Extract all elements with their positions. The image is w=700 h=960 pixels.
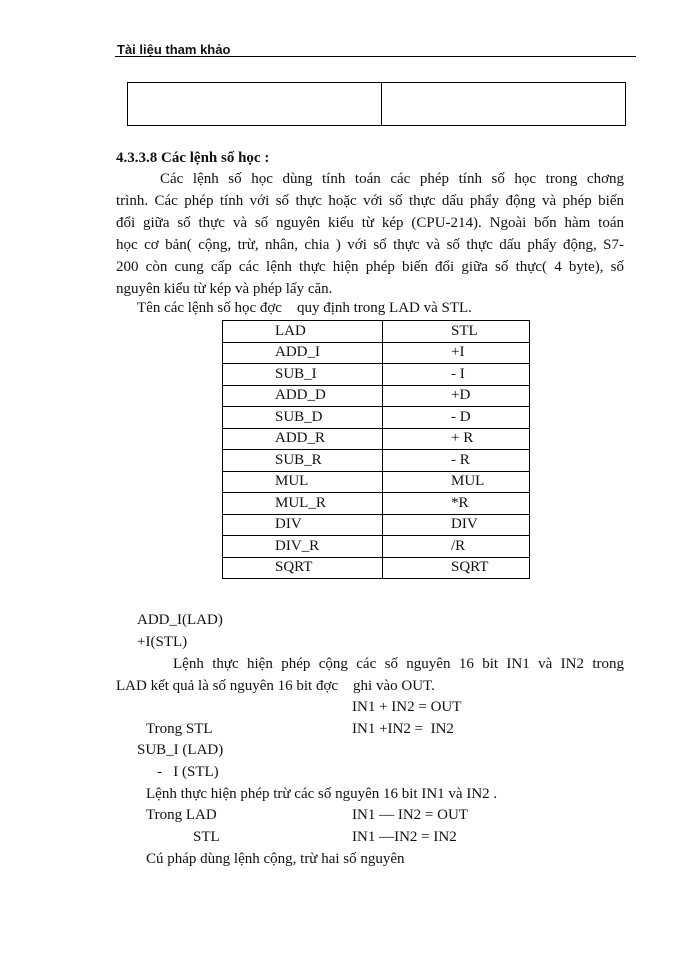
intro-line-4: học cơ bản( cộng, trừ, nhân, chia ) với số thực và số thực dấu phẩy động, S7- bbox=[116, 237, 624, 253]
add-equation-stl: IN1 +IN2 = IN2 bbox=[352, 721, 454, 737]
add-desc-line-1: Lệnh thực hiện phép cộng các số nguyên 16 bit IN1 và IN2 trong bbox=[173, 656, 624, 672]
table-row bbox=[223, 514, 530, 536]
table-cell-stl: - D bbox=[383, 407, 530, 429]
intro-line-5: 200 còn cung cấp các lệnh thực hiện phép biến đổi giữa số thực( 4 byte), số bbox=[116, 259, 624, 275]
table-cell-stl: DIV bbox=[383, 514, 530, 536]
section-title: 4.3.3.8 Các lệnh số học : bbox=[116, 150, 270, 166]
intro-line-3: đổi giữa số thực và số nguyên kiểu từ kép (CPU-214). Ngoài bốn hàm toán bbox=[116, 215, 624, 231]
table-row bbox=[223, 407, 530, 429]
table-cell-lad: ADD_R bbox=[223, 428, 383, 450]
table-row bbox=[223, 385, 530, 407]
add-equation-lad: IN1 + IN2 = OUT bbox=[352, 699, 462, 715]
add-stl-heading: Trong STL bbox=[146, 721, 213, 737]
table-row bbox=[223, 536, 530, 558]
table-cell-stl: + R bbox=[383, 428, 530, 450]
intro-line-6: nguyên kiểu từ kép và phép lấy căn. bbox=[116, 281, 333, 297]
table-row bbox=[223, 493, 530, 515]
sub-desc: Lệnh thực hiện phép trừ các số nguyên 16 bit IN1 và IN2 . bbox=[146, 786, 498, 802]
table-caption: Tên các lệnh số học đợc quy định trong LAD và STL. bbox=[137, 300, 472, 316]
table-cell-lad: DIV_R bbox=[223, 536, 383, 558]
syntax-text: Cú pháp dùng lệnh cộng, trừ hai số nguyên bbox=[146, 851, 405, 867]
table-cell-lad: DIV bbox=[223, 514, 383, 536]
empty-table-box bbox=[127, 82, 626, 126]
sub-stl-label: - I (STL) bbox=[157, 764, 219, 780]
table-cell-lad: SUB_I bbox=[223, 364, 383, 386]
table-cell-stl: *R bbox=[383, 493, 530, 515]
table-cell-lad: SUB_R bbox=[223, 450, 383, 472]
header-title: Tài liệu tham khảo bbox=[117, 42, 231, 57]
table-row bbox=[223, 428, 530, 450]
sub-equation-stl: IN1 —IN2 = IN2 bbox=[352, 829, 457, 845]
header-rule bbox=[115, 56, 636, 57]
table-cell-lad: SQRT bbox=[223, 557, 383, 579]
table-header-lad: LAD bbox=[223, 321, 383, 343]
table-row bbox=[223, 342, 530, 364]
table-row bbox=[223, 471, 530, 493]
sub-stl-heading: STL bbox=[193, 829, 220, 845]
table-cell-stl: SQRT bbox=[383, 557, 530, 579]
add-stl-label: +I(STL) bbox=[137, 634, 188, 650]
add-desc-line-2: LAD kết quả là số nguyên 16 bit đợc ghi vào OUT. bbox=[116, 678, 435, 694]
table-cell-lad: MUL bbox=[223, 471, 383, 493]
sub-lad-heading: Trong LAD bbox=[146, 807, 217, 823]
table-row bbox=[223, 450, 530, 472]
table-cell-stl: +D bbox=[383, 385, 530, 407]
table-cell-stl: +I bbox=[383, 342, 530, 364]
sub-equation-lad: IN1 — IN2 = OUT bbox=[352, 807, 468, 823]
table-row bbox=[223, 557, 530, 579]
table-row bbox=[223, 364, 530, 386]
table-cell-lad: MUL_R bbox=[223, 493, 383, 515]
table-cell-lad: SUB_D bbox=[223, 407, 383, 429]
table-cell-stl: /R bbox=[383, 536, 530, 558]
table-cell-stl: - I bbox=[383, 364, 530, 386]
table-cell-stl: MUL bbox=[383, 471, 530, 493]
table-header-stl: STL bbox=[383, 321, 530, 343]
command-table bbox=[222, 320, 530, 579]
intro-line-1: Các lệnh số học dùng tính toán các phép tính số học trong chơng bbox=[160, 171, 624, 187]
table-cell-stl: - R bbox=[383, 450, 530, 472]
table-cell-lad: ADD_I bbox=[223, 342, 383, 364]
add-lad-label: ADD_I(LAD) bbox=[137, 612, 223, 628]
sub-lad-label: SUB_I (LAD) bbox=[137, 742, 224, 758]
table-header-row bbox=[223, 321, 530, 343]
table-cell-lad: ADD_D bbox=[223, 385, 383, 407]
intro-line-2: trình. Các phép tính với số thực hoặc với số thực dấu phẩy động và phép biến bbox=[116, 193, 624, 209]
empty-table-divider bbox=[381, 82, 382, 126]
